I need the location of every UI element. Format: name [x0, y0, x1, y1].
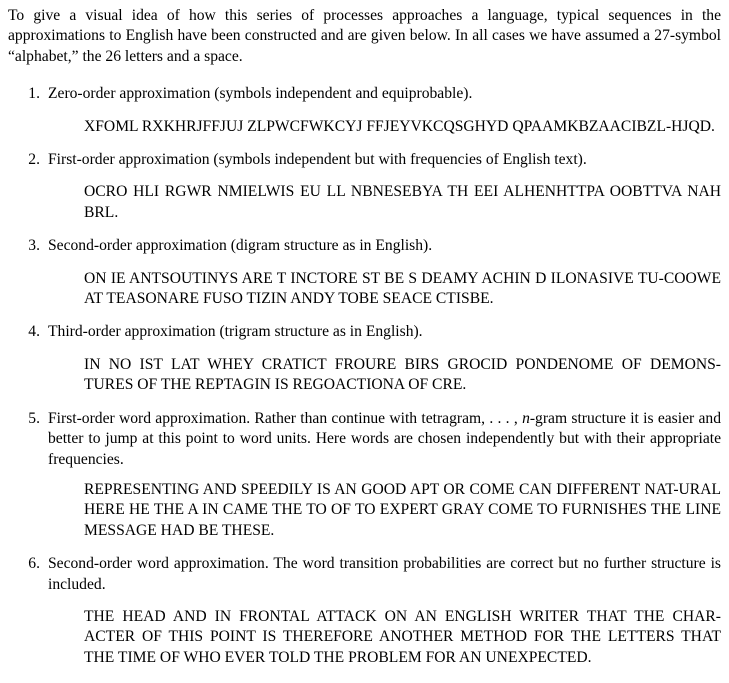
list-item-zero-order: [8, 84, 721, 137]
list-item-header: [8, 322, 721, 342]
list-item-first-order-word: [8, 409, 721, 541]
sample-text: OCRO HLI RGWR NMIELWIS EU LL NBNESEBYA TH EEI ALHENHTTPA OOBTTVA NAH BRL.: [84, 183, 721, 221]
item-description: [48, 409, 721, 470]
list-item-second-order: [8, 236, 721, 309]
sample-text: IN NO IST LAT WHEY CRATICT FROURE BIRS GROCID PONDENOME OF DEMONS-TURES OF THE REPTAGIN IS REGOACTIONA OF CRE.: [84, 355, 721, 394]
item-number: 4.: [28, 323, 40, 341]
sample-text: XFOML RXKHRJFFJUJ ZLPWCFWKCYJ FFJEYVKCQSGHYD QPAAMKBZAACIBZL-HJQD.: [84, 117, 715, 135]
item-number: 1.: [28, 85, 40, 103]
list-item-second-order-word: [8, 554, 721, 668]
item-number: 5.: [28, 409, 40, 427]
sample-text: REPRESENTING AND SPEEDILY IS AN GOOD APT OR COME CAN DIFFERENT NAT-URAL HERE HE THE A IN CAME THE TO OF TO EXPERT GRAY COME TO FURNISHES THE LINE MESSAGE HAD BE THESE.: [84, 480, 721, 539]
intro-paragraph: To give a visual idea of how this series of processes approaches a language, typical sequences in the approximations to English have been constructed and are given below. In all cases we have assumed a 27-symbol “alphabet,” the 26 letters and a space.: [8, 7, 721, 65]
item-description-part-b: -gram structure it is easier and better to jump at this point to word units. Here words are chosen independently but with their appropriate frequencies.: [48, 409, 721, 468]
list-item-header: [8, 409, 721, 470]
list-item-third-order: [8, 322, 721, 395]
item-description-part-a: First-order word approximation. Rather than continue with tetragram, . . . ,: [48, 409, 518, 427]
sample-text: THE HEAD AND IN FRONTAL ATTACK ON AN ENGLISH WRITER THAT THE CHAR-ACTER OF THIS POINT IS THEREFORE ANOTHER METHOD FOR THE LETTERS THAT THE TIME OF WHO EVER TOLD THE PROBLEM FOR AN UNEXPECTED.: [84, 607, 721, 666]
list-item-header: [8, 554, 721, 595]
sample-text: ON IE ANTSOUTINYS ARE T INCTORE ST BE S DEAMY ACHIN D ILONASIVE TU-COOWE AT TEASONARE FUSO TIZIN ANDY TOBE SEACE CTISBE.: [84, 269, 721, 308]
list-item-header: [8, 236, 721, 256]
item-description: Third-order approximation (trigram structure as in English).: [48, 323, 423, 341]
item-description: Second-order approximation (digram structure as in English).: [48, 237, 433, 255]
item-description-italic: n: [522, 409, 530, 427]
item-description: Second-order word approximation. The word transition probabilities are correct but no further structure is included.: [48, 555, 721, 593]
item-description: Zero-order approximation (symbols independent and equiprobable).: [48, 85, 473, 103]
item-number: 2.: [28, 151, 40, 169]
item-number: 6.: [28, 555, 40, 573]
list-item-header: [8, 150, 721, 170]
list-item-header: [8, 84, 721, 104]
approximation-list: [8, 84, 721, 668]
list-item-first-order: [8, 150, 721, 223]
item-number: 3.: [28, 237, 40, 255]
item-description: First-order approximation (symbols independent but with frequencies of English text).: [48, 151, 587, 169]
